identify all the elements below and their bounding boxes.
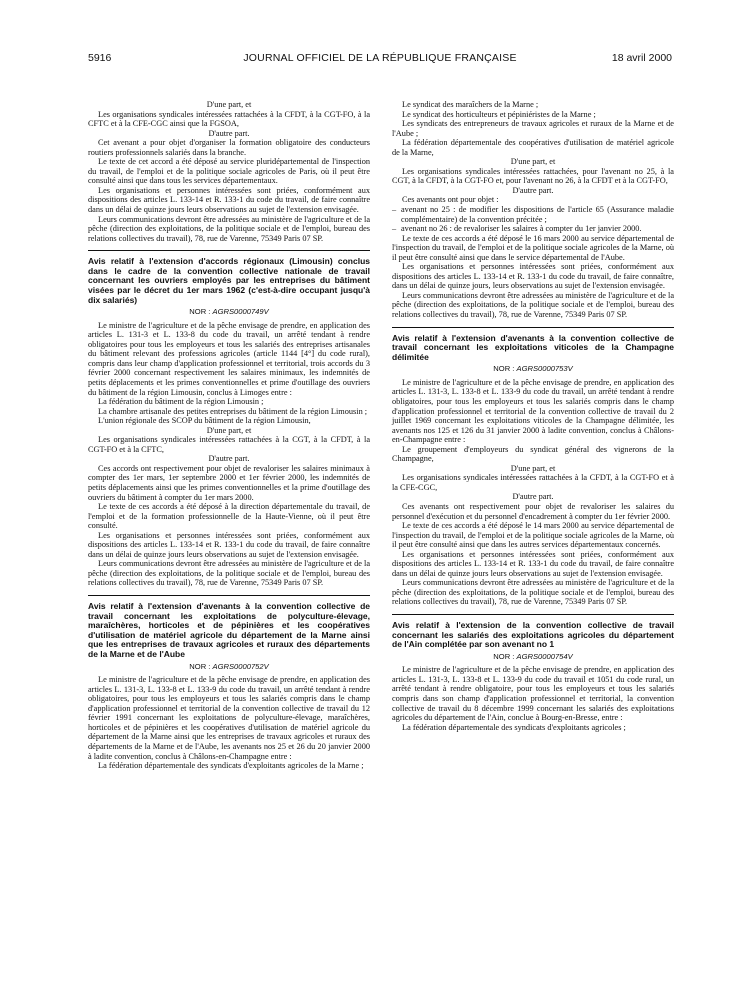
paragraph: Le ministre de l'agriculture et de la pêche envisage de prendre, en application des articles L. 131-3, L. 133-8 et L. 133-9 du code du travail, un arrêté tendant à rendre obligatoires, pour tous les employeurs et tous les salariés compris dans le champ d'application professionnel et territorial de la convention collective de travail du 12 février 1991 concernant les exploitations de polyculture-élevage, maraîchères, horticoles et de pépinières et les coopératives d'utilisation de matériel agricole du département de la Marne ainsi que les entreprises de travaux agricoles et ruraux des départements de la Marne et de l'Aube, les avenants nos 25 et 26 du 20 janvier 2000 à ladite convention, conclus à Châlons-en-Champagne entre : xyxy=(88,675,370,761)
notice-heading: Avis relatif à l'extension d'accords régionaux (Limousin) conclus dans le cadre de la convention collective nationale de travail concernant les ouvriers employés par les entreprises du bâtiment visées par le décret du 1er mars 1962 (c'est-à-dire occupant jusqu'à dix salariés) xyxy=(88,256,370,305)
paragraph: Les organisations et personnes intéressées sont priées, conformément aux dispositions des articles L. 133-14 et R. 133-1 du code du travail, de faire connaître dans un délai de quinze jours leurs observations au sujet de l'extension envisagée. xyxy=(392,549,674,578)
paragraph: D'autre part. xyxy=(512,185,554,195)
paragraph: Ces avenants ont pour objet : xyxy=(402,195,499,205)
section-divider xyxy=(392,327,674,328)
paragraph: Le texte de ces accords a été déposé le 16 mars 2000 au service départemental de l'inspection du travail, de l'emploi et de la politique sociale agricoles de la Marne, où il peut être consulté ainsi que dans le service départemental de l'Aube. xyxy=(392,233,674,262)
nor-label: NOR : xyxy=(189,661,211,671)
paragraph: Les organisations syndicales intéressées rattachées à la CFDT, à la CGT-FO, à la CFTC et à la CFE-CGC ainsi que la FGSOA, xyxy=(88,109,370,129)
paragraph: Le syndicat des horticulteurs et pépiniéristes de la Marne ; xyxy=(402,109,596,119)
paragraph: L'union régionale des SCOP du bâtiment de la région Limousin, xyxy=(98,416,311,426)
paragraph: Leurs communications devront être adressées au ministère de l'agriculture et de la pêche (direction des exploitations, de la politique sociale et de l'emploi, bureau des relations collectives du travail), 78, rue de Varenne, 75349 Paris 07 SP. xyxy=(392,290,674,320)
nor-label: NOR : xyxy=(493,651,515,661)
nor-code: AGRS0000749V xyxy=(212,307,269,317)
nor-reference xyxy=(88,662,370,672)
journal-title: JOURNAL OFFICIEL DE LA RÉPUBLIQUE FRANÇAISE xyxy=(243,52,517,64)
paragraph: La fédération départementale des syndicats d'exploitants agricoles de la Marne ; xyxy=(98,761,364,771)
paragraph: Ces avenants ont respectivement pour objet de revaloriser les salaires du personnel d'exécution et du personnel d'encadrement à compter du 1er février 2000. xyxy=(392,502,674,521)
paragraph: D'autre part. xyxy=(512,492,554,502)
notice-heading: Avis relatif à l'extension de la convention collective de travail concernant les salariés des exploitations agricoles du département de l'Ain complétée par son avenant no 1 xyxy=(392,620,674,650)
paragraph: Le ministre de l'agriculture et de la pêche envisage de prendre, en application des articles L. 131-3 et L. 133-8 du code du travail, un arrêté tendant à rendre obligatoires pour tous les employeurs et tous les salariés des entreprises artisanales du bâtiment relevant des professions agricoles (article 1144 [4°] du code rural), compris dans leur champ d'application professionnel et territorial, trois accords du 3 février 2000 concernant respectivement les salaires minimaux, les indemnités de petits déplacements et les primes conventionnelles et prime d'outillage des ouvriers du bâtiment de la région Limousin, conclus à Limoges entre : xyxy=(88,320,370,397)
paragraph: Les organisations syndicales intéressées rattachées à la CGT, à la CFDT, à la CGT-FO et à la CFTC, xyxy=(88,435,370,454)
page-header xyxy=(88,52,672,68)
paragraph: Le syndicat des maraîchers de la Marne ; xyxy=(402,100,539,109)
left-column xyxy=(88,100,370,771)
paragraph: Leurs communications devront être adressées au ministère de l'agriculture et de la pêche (direction des exploitations, de la politique sociale et de l'emploi, bureau des relations collectives du travail), 78, rue de Varenne, 75349 Paris 07 SP. xyxy=(88,559,370,588)
right-column xyxy=(392,100,674,732)
page-number: 5916 xyxy=(88,52,112,64)
section-divider xyxy=(88,250,370,251)
nor-code: AGRS0000753V xyxy=(516,364,573,374)
nor-code: AGRS0000752V xyxy=(212,661,269,671)
nor-reference xyxy=(88,307,370,317)
nor-label: NOR : xyxy=(493,364,515,374)
list-item: – avenant no 26 : de revaloriser les salaires à compter du 1er janvier 2000. xyxy=(392,224,674,234)
paragraph: D'une part, et xyxy=(206,100,252,109)
paragraph: Leurs communications devront être adressées au ministère de l'agriculture et de la pêche (direction des exploitations, de la politique sociale et de l'emploi, bureau des relations collectives du travail), 78, rue de Varenne, 75349 Paris 07 SP. xyxy=(88,214,370,243)
list-item: – avenant no 25 : de modifier les dispositions de l'article 65 (Assurance maladie complémentaire) de la convention précitée ; xyxy=(392,205,674,224)
paragraph: Le texte de ces accords a été déposé le 14 mars 2000 au service départemental de l'inspection du travail, de l'emploi et de la politique sociale agricoles de la Marne, où il peut être consulté ainsi que dans les autres services départementaux concernés. xyxy=(392,521,674,550)
paragraph: Les organisations syndicales intéressées rattachées à la CFDT, à la CGT-FO et à la CFE-CGC, xyxy=(392,473,674,492)
paragraph: Le ministre de l'agriculture et de la pêche envisage de prendre, en application des articles L. 131-3, L. 133-8 et L. 133-9 du code du travail et 1051 du code rural, un arrêté tendant à rendre obligatoire, pour tous les employeurs et tous les salariés compris dans son champ d'application professionnel et territorial, la convention collective de travail du 8 décembre 1999 concernant les salariés des exploitations agricoles du département de l'Ain, conclue à Bourg-en-Bresse, entre : xyxy=(392,665,674,723)
paragraph: D'autre part. xyxy=(208,128,250,138)
paragraph: Le texte de ces accords a été déposé à la direction départementale du travail, de l'emploi et de la formation professionnelle de la Haute-Vienne, où il peut être consulté. xyxy=(88,502,370,531)
notice-heading: Avis relatif à l'extension d'avenants à la convention collective de travail concernant les exploitations viticoles de la Champagne délimitée xyxy=(392,332,674,362)
paragraph: Le ministre de l'agriculture et de la pêche envisage de prendre, en application des articles L. 131-3, L. 133-8 et L. 133-9 du code du travail, un arrêté tendant à rendre obligatoires, pour tous les employeurs et tous les salariés compris dans le champ d'application professionnel et territorial de la convention collective de travail du 2 juillet 1969 concernant les exploitations viticoles de la Champagne délimitée, les avenants nos 125 et 126 du 31 janvier 2000 à ladite convention, conclus à Châlons-en-Champagne entre : xyxy=(392,377,674,445)
paragraph: Les organisations et personnes intéressées sont priées, conformément aux dispositions des articles L. 133-14 et R. 133-1 du code du travail, de faire connaître dans un délai de quinze jours leurs observations au sujet de l'extension envisagée. xyxy=(88,530,370,559)
paragraph: Leurs communications devront être adressées au ministère de l'agriculture et de la pêche (direction des exploitations, de la politique sociale et de l'emploi, bureau des relations collectives du travail), 78, rue de Varenne, 75349 Paris 07 SP. xyxy=(392,578,674,607)
nor-reference xyxy=(392,652,674,662)
issue-date: 18 avril 2000 xyxy=(611,52,672,64)
paragraph: Cet avenant a pour objet d'organiser la formation obligatoire des conducteurs routiers professionnels salariés dans la branche. xyxy=(88,138,370,157)
paragraph: D'autre part. xyxy=(208,454,250,464)
section-divider xyxy=(392,614,674,615)
paragraph: Le groupement d'employeurs du syndicat général des vignerons de la Champagne, xyxy=(392,444,674,464)
paragraph: D'une part, et xyxy=(510,157,556,167)
section-divider xyxy=(88,595,370,596)
paragraph: La fédération départementale des coopératives d'utilisation de matériel agricole de la Marne, xyxy=(392,138,674,157)
paragraph: D'une part, et xyxy=(206,425,252,435)
nor-label: NOR : xyxy=(189,307,211,317)
paragraph: La fédération du bâtiment de la région Limousin ; xyxy=(98,397,264,407)
paragraph: La chambre artisanale des petites entreprises du bâtiment de la région Limousin ; xyxy=(98,406,368,416)
paragraph: Les syndicats des entrepreneurs de travaux agricoles et ruraux de la Marne et de l'Aube ; xyxy=(392,119,674,138)
nor-code: AGRS0000754V xyxy=(516,651,573,661)
paragraph: D'une part, et xyxy=(510,463,556,473)
nor-reference xyxy=(392,364,674,374)
paragraph: Les organisations et personnes intéressées sont priées, conformément aux dispositions des articles L. 133-14 et R. 133-1 du code du travail, de faire connaître, dans un délai de quinze jours, leurs observations au sujet de l'extension envisagée. xyxy=(392,262,674,291)
paragraph: La fédération départementale des syndicats d'exploitants agricoles ; xyxy=(402,722,626,732)
paragraph: Le texte de cet accord a été déposé au service pluridépartemental de l'inspection du travail, de l'emploi et de la politique sociale agricoles de Paris, où il peut être consulté ainsi que dans tous les services départementaux. xyxy=(88,157,370,186)
notice-heading: Avis relatif à l'extension d'avenants à la convention collective de travail concernant les exploitations de polyculture-élevage, maraîchères, horticoles et de pépinières et les coopératives d'utilisation de matériel agricole du département de la Marne ainsi que les entreprises de travaux agricoles et ruraux des départements de la Marne et de l'Aube xyxy=(88,601,370,659)
paragraph: Les organisations et personnes intéressées sont priées, conformément aux dispositions des articles L. 133-14 et R. 133-1 du code du travail, de faire connaître dans un délai de quinze jours leurs observations au sujet de l'extension envisagée. xyxy=(88,185,370,215)
paragraph: Les organisations syndicales intéressées rattachées, pour l'avenant no 25, à la CGT, à la CFDT, à la CGT-FO et, pour l'avenant no 26, à la CFDT et à la CGT-FO, xyxy=(392,166,674,186)
paragraph: Ces accords ont respectivement pour objet de revaloriser les salaires minimaux à compter des 1er mars, 1er septembre 2000 et 1er février 2000, les indemnités de petits déplacements ainsi que les primes conventionnelles et la prime d'outillage des ouvriers du bâtiment à compter du 1er mars 2000. xyxy=(88,463,370,502)
